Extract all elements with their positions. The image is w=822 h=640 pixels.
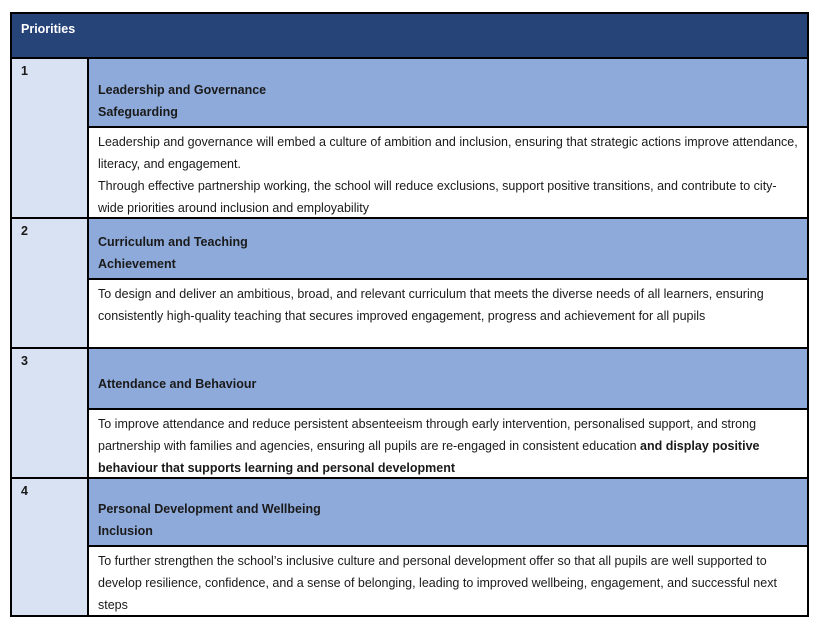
priority-description [89,128,807,217]
priorities-table [10,12,809,617]
priority-number: 1 [21,64,28,78]
priorities-header-title: Priorities [21,22,76,36]
priority-title-cell [89,219,807,280]
priority-title-cell [89,59,807,128]
priority-subtitle: Achievement [98,257,176,271]
priority-content-cell [89,479,807,615]
priority-description-text: To improve attendance and reduce persistent absenteeism through early intervention, personalised support, and strong partnership with families and agencies, ensuring all pupils are re-engaged in consistent education [98,417,757,453]
priority-description-paragraph: Through effective partnership working, the school will reduce exclusions, support positive transitions, and contribute to city-wide priorities around inclusion and employability [98,179,777,215]
priority-description [89,547,807,615]
priority-row-2 [12,219,807,349]
priorities-header [12,14,807,59]
priority-number: 2 [21,224,28,238]
priority-number-cell [12,479,89,615]
priority-title: Leadership and Governance [98,83,267,97]
priority-content-cell [89,349,807,477]
priority-subtitle: Inclusion [98,524,153,538]
priority-number-cell [12,59,89,217]
priority-title: Personal Development and Wellbeing [98,502,321,516]
priority-description-paragraph: To design and deliver an ambitious, broad, and relevant curriculum that meets the diverse needs of all learners, ensuring consistently high-quality teaching that secures improved engagement, progress and achievement for all pupils [98,287,764,323]
priority-number-cell [12,219,89,347]
priority-number: 4 [21,484,28,498]
priority-row-1 [12,59,807,219]
priority-number-cell [12,349,89,477]
priority-content-cell [89,59,807,217]
priority-description-paragraph: Leadership and governance will embed a culture of ambition and inclusion, ensuring that strategic actions improve attendance, literacy, and engagement. [98,135,798,171]
priority-description [89,410,807,477]
priority-subtitle: Safeguarding [98,105,178,119]
priority-number: 3 [21,354,28,368]
priority-description-paragraph: To further strengthen the school’s inclusive culture and personal development offer so that all pupils are well supported to develop resilience, confidence, and a sense of belonging, leading to improved wellbeing, engagement, and successful next steps [98,554,777,612]
priority-row-3 [12,349,807,479]
priority-title-cell [89,479,807,547]
priority-description-bold-text: and display positive behaviour that supports learning and personal development [98,439,760,475]
priority-content-cell [89,219,807,347]
priority-row-4 [12,479,807,615]
priority-title: Curriculum and Teaching [98,235,248,249]
priority-title: Attendance and Behaviour [98,377,257,391]
priority-title-cell [89,349,807,410]
priority-description [89,280,807,347]
